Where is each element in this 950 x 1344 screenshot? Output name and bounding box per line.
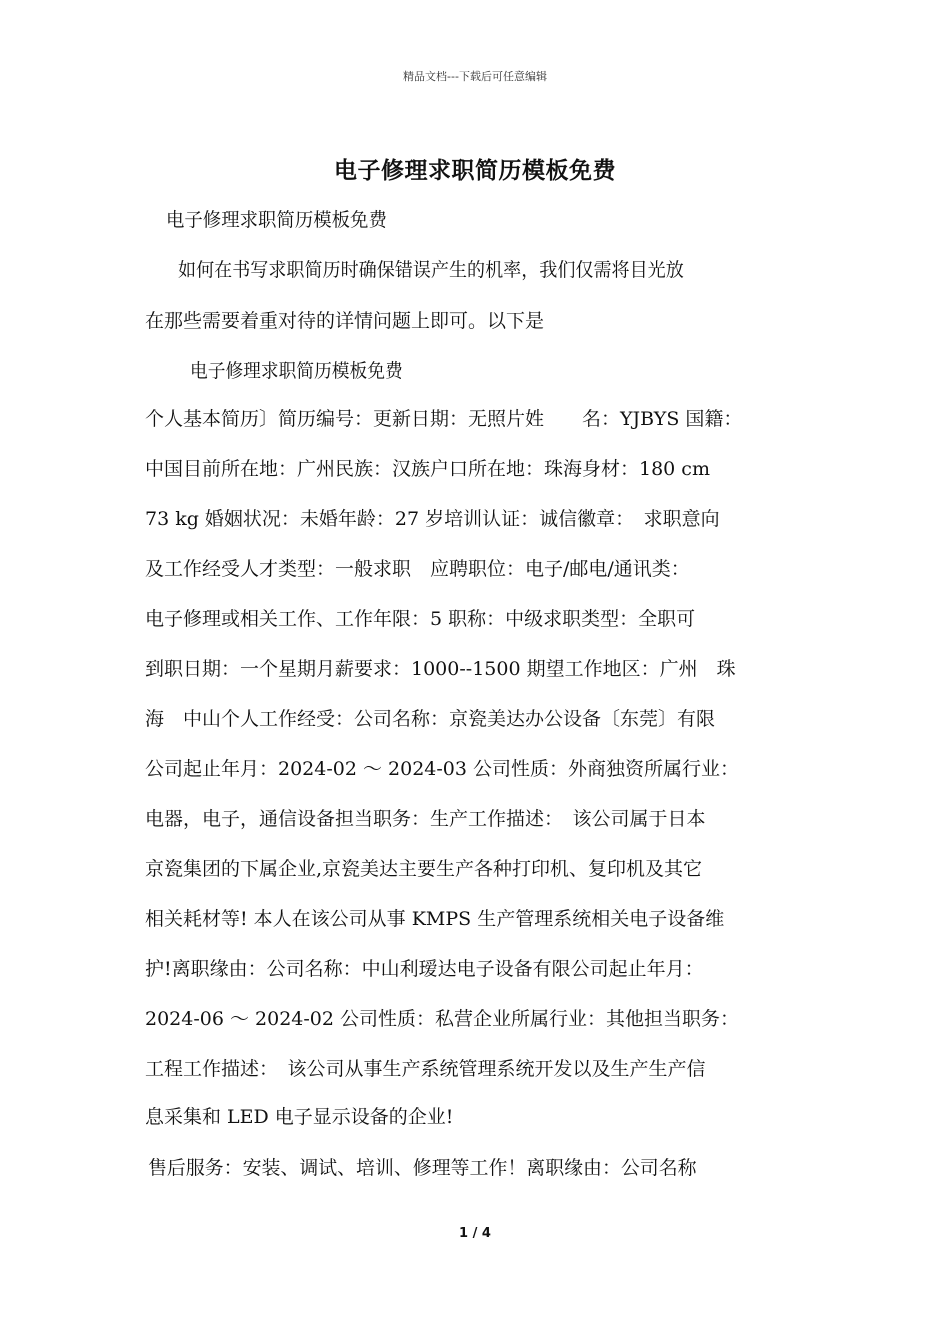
paragraph-line: 海 中山个人工作经受：公司名称：京瓷美达办公设备〔东莞〕有限	[145, 708, 716, 730]
paragraph-line: 及工作经受人才类型：一般求职 应聘职位：电子/邮电/通讯类：	[145, 558, 690, 580]
paragraph-line: 公司起止年月：2024-02 ～ 2024-03 公司性质：外商独资所属行业：	[145, 758, 740, 780]
paragraph-line: 电器，电子，通信设备担当职务：生产工作描述： 该公司属于日本	[145, 808, 706, 830]
paragraph-line: 相关耗材等! 本人在该公司从事 KMPS 生产管理系统相关电子设备维	[145, 908, 725, 930]
page-number: 1 / 4	[459, 1226, 491, 1241]
paragraph-line: 护!离职缘由：公司名称：中山利瑷达电子设备有限公司起止年月：	[145, 958, 704, 980]
header-note: 精品文档---下载后可任意编辑	[403, 70, 547, 83]
paragraph-line: 个人基本简历〕简历编号：更新日期：无照片姓 名：YJBYS 国籍：	[145, 408, 743, 430]
paragraph-line: 工程工作描述： 该公司从事生产系统管理系统开发以及生产生产信	[145, 1058, 706, 1080]
paragraph-line: 京瓷集团的下属企业,京瓷美达主要生产各种打印机、复印机及其它	[145, 858, 703, 880]
paragraph-line: 73 kg 婚姻状况：未婚年龄：27 岁培训认证：诚信徽章： 求职意向	[145, 508, 720, 530]
paragraph-line: 到职日期：一个星期月薪要求：1000--1500 期望工作地区：广州 珠	[145, 658, 736, 680]
paragraph-line: 在那些需要着重对待的详情问题上即可。以下是	[145, 310, 545, 332]
paragraph-line: 中国目前所在地：广州民族：汉族户口所在地：珠海身材：180 cm	[145, 458, 710, 480]
paragraph-line: 息采集和 LED 电子显示设备的企业!	[145, 1106, 454, 1128]
paragraph-line: 售后服务：安装、调试、培训、修理等工作！离职缘由：公司名称	[148, 1157, 697, 1179]
subtitle-line: 电子修理求职简历模板免费	[166, 209, 387, 231]
paragraph-line: 电子修理或相关工作、工作年限：5 职称：中级求职类型：全职可	[145, 608, 696, 630]
paragraph-line: 电子修理求职简历模板免费	[190, 360, 403, 382]
paragraph-line: 如何在书写求职简历时确保错误产生的机率，我们仅需将目光放	[178, 259, 684, 281]
document-title: 电子修理求职简历模板免费	[334, 157, 616, 184]
paragraph-line: 2024-06 ～ 2024-02 公司性质：私营企业所属行业：其他担当职务：	[145, 1008, 740, 1030]
